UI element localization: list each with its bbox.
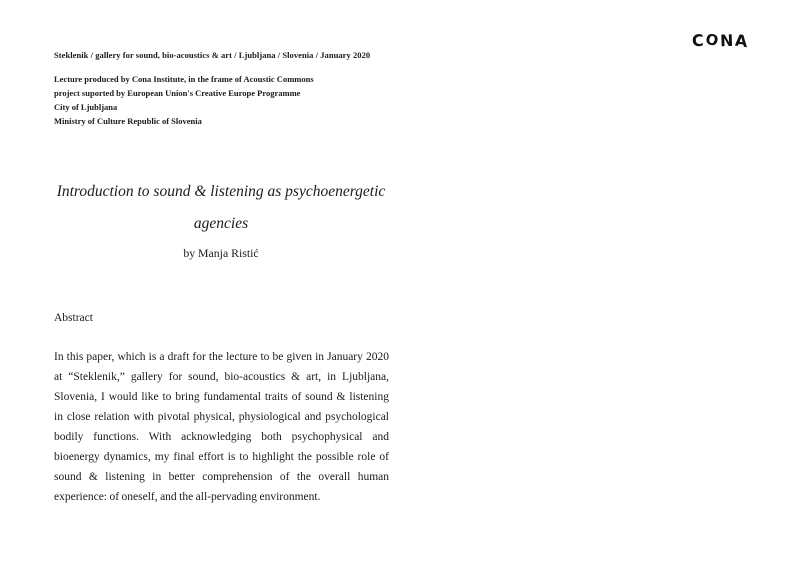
abstract-line: Slovenia, I would like to bring fundamental traits of sound & listening: [54, 391, 389, 403]
logo-letter: N: [720, 30, 736, 51]
credit-line: City of Ljubljana: [54, 102, 118, 112]
letterhead-venue-line: Steklenik / gallery for sound, bio-acoustics & art / Ljubljana / Slovenia / January 2020: [54, 50, 371, 60]
logo-letter: O: [704, 29, 722, 51]
abstract-heading: Abstract: [54, 312, 93, 324]
abstract-line: in close relation with pivotal physical, physiological and psychological: [54, 411, 389, 423]
abstract-line: bodily functions. With acknowledging both psychophysical and: [54, 431, 389, 443]
paper-title: [54, 176, 388, 240]
credit-line: Lecture produced by Cona Institute, in the frame of Acoustic Commons: [54, 74, 314, 84]
abstract-line: experience: of oneself, and the all-pervading environment.: [54, 491, 321, 503]
credit-line: Ministry of Culture Republic of Slovenia: [54, 116, 202, 126]
abstract-paragraph: [54, 347, 389, 507]
logo-letter: C: [691, 30, 706, 51]
credits-block: [54, 72, 314, 128]
credit-line: project suported by European Union's Creative Europe Programme: [54, 88, 301, 98]
cona-logo: [692, 31, 749, 50]
title-line-1: Introduction to sound & listening as psychoenergetic: [56, 183, 386, 200]
abstract-line: at “Steklenik,” gallery for sound, bio-acoustics & art, in Ljubljana,: [54, 371, 389, 383]
abstract-line: bioenergy dynamics, my final effort is to highlight the possible role of: [54, 451, 389, 463]
title-line-2: agencies: [193, 215, 249, 232]
author-byline: by Manja Ristić: [183, 246, 259, 260]
abstract-line: sound & listening in better comprehension of the overall human: [54, 471, 389, 483]
logo-letter: A: [734, 30, 750, 52]
abstract-line: In this paper, which is a draft for the lecture to be given in January 2020: [54, 351, 389, 363]
